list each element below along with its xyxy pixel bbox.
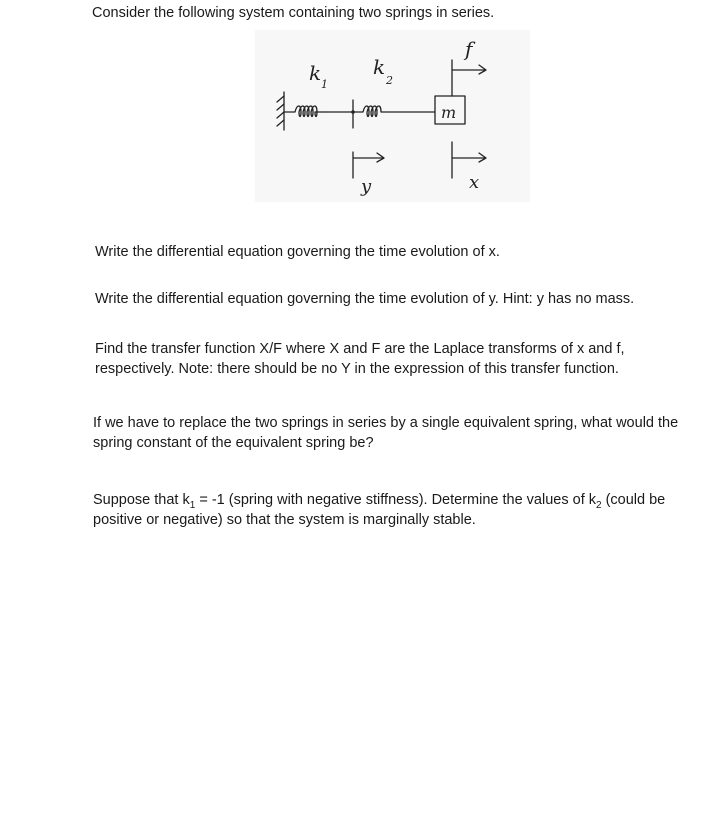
question-3-line-1: Find the transfer function X/F where X and F are the Laplace transforms of x and f,: [95, 341, 625, 357]
question-1: Write the differential equation governing the time evolution of x.: [95, 244, 500, 260]
question-5-part-a: Suppose that k: [93, 492, 190, 508]
label-k2: k: [373, 55, 386, 79]
question-5-line-1: [93, 490, 693, 510]
question-4: [93, 413, 693, 453]
spring-diagram: [255, 30, 530, 202]
label-k1-sub: 1: [321, 78, 328, 91]
question-5-sub-2: 2: [596, 499, 602, 511]
label-force: f: [465, 37, 473, 61]
force-arrow: [452, 60, 486, 96]
question-3: [95, 339, 695, 379]
label-mass: m: [441, 103, 457, 122]
y-arrow: [353, 152, 384, 178]
spring-mass-figure: [255, 30, 530, 202]
question-5-part-b: = -1 (spring with negative stiffness). Determine the values of k: [195, 492, 596, 508]
question-2: Write the differential equation governing the time evolution of y. Hint: y has no mass.: [95, 291, 635, 307]
label-y: y: [361, 176, 372, 197]
question-5-sub-1: 1: [189, 499, 196, 511]
question-4-line-1: If we have to replace the two springs in series by a single equivalent spring, what would the: [93, 415, 679, 431]
label-k2-sub: 2: [386, 74, 393, 87]
intro-text: Consider the following system containing two springs in series.: [92, 5, 495, 21]
label-k1: k: [309, 61, 322, 85]
spring-k2: [353, 106, 435, 117]
wall-hatch: [277, 92, 284, 130]
label-x: x: [469, 172, 480, 193]
question-5-line-2: positive or negative) so that the system is marginally stable.: [93, 512, 476, 528]
node-y-line: [325, 100, 353, 128]
question-5-part-c: (could be: [601, 492, 666, 508]
question-5: [93, 490, 693, 530]
spring-k1: [284, 106, 325, 117]
question-4-line-2: spring constant of the equivalent spring be?: [93, 435, 374, 451]
question-3-line-2: respectively. Note: there should be no Y in the expression of this transfer function.: [95, 361, 619, 377]
